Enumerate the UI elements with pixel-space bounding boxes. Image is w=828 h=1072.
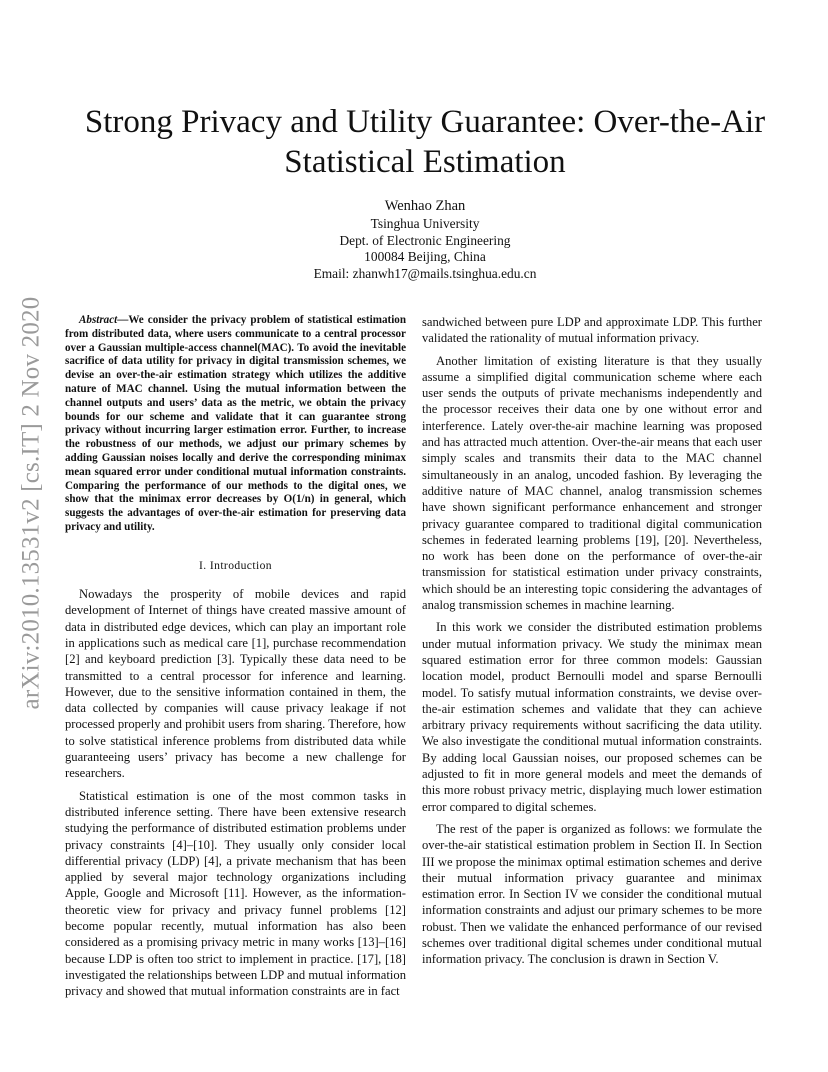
abstract [65, 314, 406, 535]
author-name: Wenhao Zhan [384, 198, 466, 214]
abstract-math: O(1/n) [283, 493, 315, 506]
paragraph: Nowadays the prosperity of mobile devices and rapid development of Internet of things have created massive amount of data in distributed edge devices, which can play an important role in applications such as medical care [1], purchase recommendation [2] and keyboard prediction [3]. Typically these data need to be transmitted to a central processor for inference and learning. However, due to the sensitive information contained in them, the data collected by companies will cause privacy leakage if not processed properly and prohibit users from sharing. Therefore, how to solve statistical inference problems from distributed data while guaranteeing users’ privacy has become a new challenge for researchers. [65, 587, 406, 781]
paragraph: The rest of the paper is organized as follows: we formulate the over-the-air statistical estimation problem in Section II. In Section III we propose the minimax optimal estimation schemes and derive their mutual information privacy guarantee and minimax estimation error. In Section IV we consider the conditional mutual information constraints and adjust our primary schemes to be more robust. Then we validate the enhanced performance of our revised schemes over traditional digital schemes under conditional mutual information privacy. The conclusion is drawn in Section V. [422, 821, 762, 967]
arxiv-id-text: arXiv:2010.13531v2 [cs.IT] 2 Nov 2020 [17, 296, 44, 710]
abstract-text-2: in general, which suggests the advantages of over-the-air estimation for preserving data privacy and utility. [65, 493, 406, 533]
paragraph: Statistical estimation is one of the most common tasks in distributed inference setting. There have been extensive research studying the performance of distributed estimation problems under privacy constraints [4]–[10]. They usually only consider local differential privacy (LDP) [4], a private mechanism that has been applied by several major technology organizations including Apple, Google and Microsoft [11]. However, as the information-theoretic view for privacy and privacy funnel problems [12] become popular recently, mutual information has also been considered as a promising privacy metric in many works [13]–[16] because LDP is often too strict to implement in practice. [17], [18] investigated the relationships between LDP and mutual information privacy and showed that mutual information constraints are in fact [65, 788, 406, 999]
author-block [100, 198, 750, 282]
paragraph: In this work we consider the distributed estimation problems under mutual information privacy. We study the minimax mean squared estimation error for three common models: Gaussian location model, product Bernoulli model and sparse Bernoulli model. To satisfy mutual information constraints, we devise over-the-air estimation schemes and validate that they can achieve arbitrary privacy requirements without sacrificing the data utility. We also investigate the conditional mutual information constraints. By adding local Gaussian noises, our proposed schemes can be adjusted to fit in more general models and meet the demands of this more robust privacy metric, displaying much lower estimation error compared to digital schemes. [422, 620, 762, 814]
section-heading: I. Introduction [199, 558, 272, 572]
left-column [65, 314, 406, 1005]
abstract-label: Abstract [79, 314, 118, 326]
author-address: 100084 Beijing, China [364, 249, 486, 265]
paragraph: sandwiched between pure LDP and approximate LDP. This further validated the rationality of mutual information privacy. [422, 315, 762, 346]
author-affiliation-1: Tsinghua University [370, 216, 480, 232]
paper-title: Strong Privacy and Utility Guarantee: Over-the-Air Statistical Estimation [84, 104, 766, 180]
author-email: Email: zhanwh17@mails.tsinghua.edu.cn [313, 265, 537, 281]
author-affiliation-2: Dept. of Electronic Engineering [339, 232, 511, 248]
arxiv-identifier [12, 268, 50, 738]
abstract-text-1: —We consider the privacy problem of statistical estimation from distributed data, where users communicate to a central processor over a Gaussian multiple-access channel(MAC). To avoid the inevitable sacrifice of data utility for privacy in digital transmission schemes, we devise an over-the-air estimation strategy which utilizes the additive nature of MAC channel. Using the mutual information between the channel outputs and users’ data as the metric, we obtain the privacy bounds for our scheme and validate that it can guarantee strong privacy without incurring larger estimation error. Further, to increase the robustness of our methods, we adjust our primary schemes by adding Gaussian noises locally and derive the corresponding minimax mean squared error under conditional mutual information constraints. Comparing the performance of our methods to the digital ones, we show that the minimax error decreases by [65, 314, 406, 506]
right-column [422, 314, 762, 974]
paragraph: Another limitation of existing literature is that they usually assume a simplified digital communication scheme where each user sends the outputs of private mechanisms independently and the processor receives their data one by one without error and interference. Lately over-the-air machine learning was proposed and has attracted much attention. Over-the-air means that each user simply scales and transmits their data to the MAC channel simultaneously in an analog, uncoded fashion. By leveraging the additive nature of MAC channel, analog transmission schemes have shown significant performance enhancement and stronger privacy guarantee compared to traditional digital communication schemes in federated learning problems [19], [20]. Nevertheless, no work has been done on the performance of over-the-air transmission for statistical estimation under privacy constraints, which should be an interesting topic considering the advantages of analog transmission schemes in machine learning. [422, 353, 762, 613]
